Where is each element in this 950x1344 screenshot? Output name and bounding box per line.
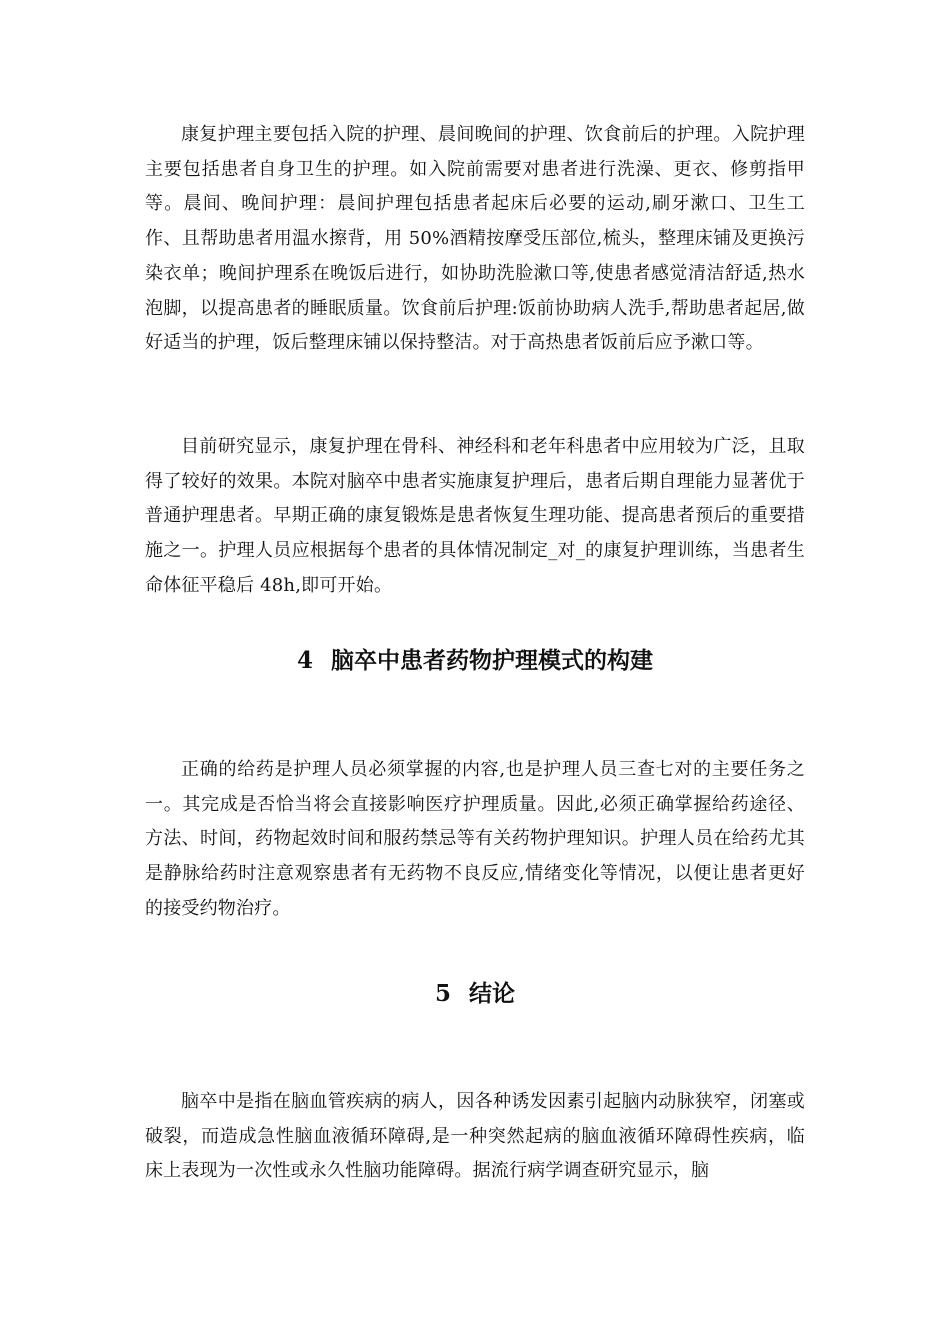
paragraph-rehab-nursing: 康复护理主要包括入院的护理、晨间晚间的护理、饮食前后的护理。入院护理主要包括患者自身卫生的护理。如入院前需要对患者进行洗澡、更衣、修剪指甲等。晨间、晚间护理：晨间护理包括患者起床后必要的运动,刷牙漱口、卫生工作、且帮助患者用温水擦背，用 50%酒精按摩受压部位,梳头，整理床铺及更换污染衣单；晚间护理系在晚饭后进行，如协助洗脸漱口等,使患者感觉清洁舒适,热水泡脚，以提高患者的睡眠质量。饮食前后护理:饭前协助病人洗手,帮助患者起居,做好适当的护理，饭后整理床铺以保持整洁。对于高热患者饭前后应予漱口等。 bbox=[145, 124, 805, 354]
paragraph-conclusion: 脑卒中是指在脑血管疾病的病人，因各种诱发因素引起脑内动脉狭窄，闭塞或破裂，而造成急性脑血液循环障碍,是一种突然起病的脑血液循环障碍性疾病，临床上表现为一次性或永久性脑功能障碍。据流行病学调查研究显示，脑 bbox=[145, 1091, 805, 1182]
paragraph-research-findings: 目前研究显示，康复护理在骨科、神经科和老年科患者中应用较为广泛，且取得了较好的效果。本院对脑卒中患者实施康复护理后，患者后期自理能力显著优于普通护理患者。早期正确的康复锻炼是患者恢复生理功能、提高患者预后的重要措施之一。护理人员应根据每个患者的具体情况制定_对_的康复护理训练，当患者生命体征平稳后 48h,即可开始。 bbox=[145, 436, 805, 596]
section-heading-4 bbox=[0, 646, 950, 676]
section-title: 脑卒中患者药物护理模式的构建 bbox=[331, 647, 653, 674]
section-number: 5 bbox=[434, 980, 451, 1007]
section-heading-5 bbox=[0, 979, 950, 1009]
section-title: 结论 bbox=[469, 980, 515, 1007]
paragraph-drug-administration: 正确的给药是护理人员必须掌握的内容,也是护理人员三查七对的主要任务之一。其完成是否恰当将会直接影响医疗护理质量。因此,必须正确掌握给药途径、方法、时间，药物起效时间和服药禁忌等有关药物护理知识。护理人员在给药尤其是静脉给药时注意观察患者有无药物不良反应,情绪变化等情况，以便让患者更好的接受约物治疗。 bbox=[145, 759, 805, 919]
section-number: 4 bbox=[296, 647, 313, 674]
